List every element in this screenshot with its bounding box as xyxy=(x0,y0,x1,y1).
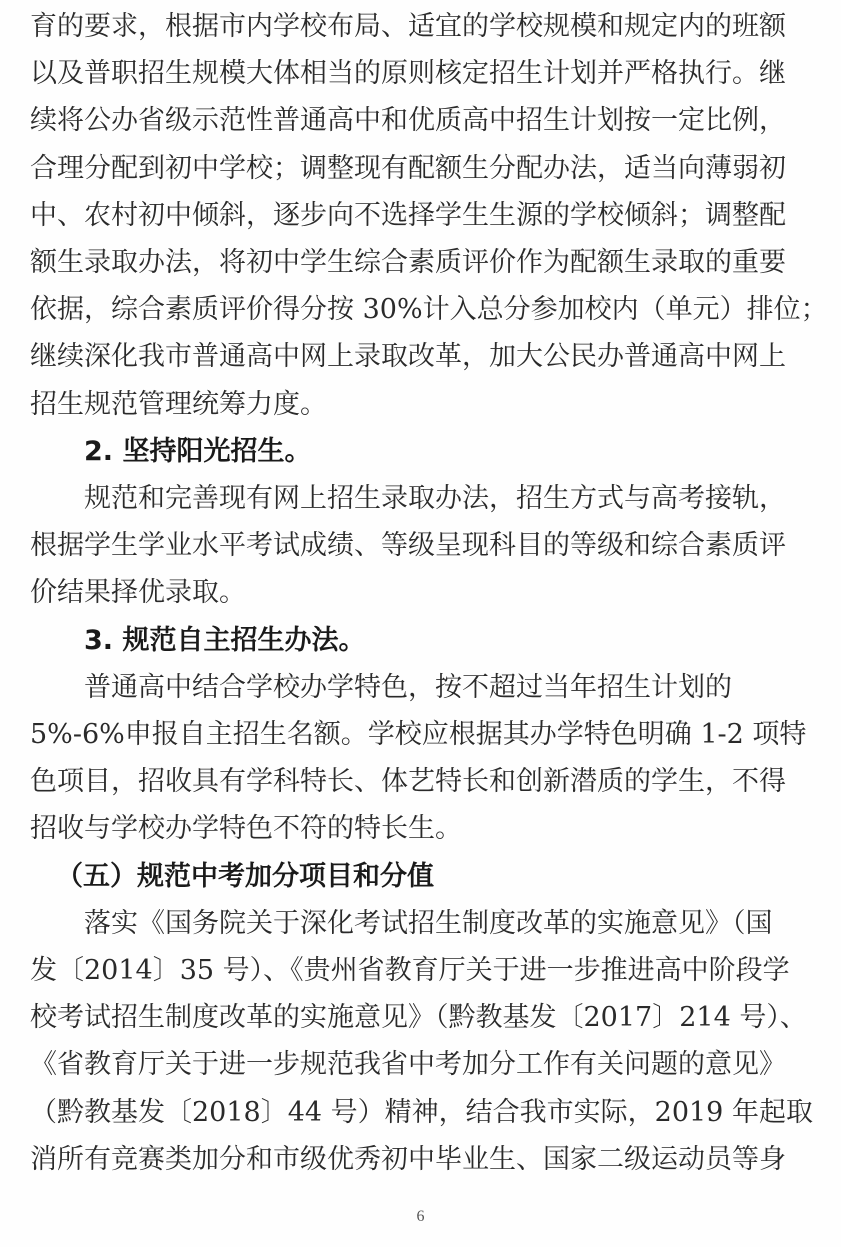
text-line: 根据学生学业水平考试成绩、等级呈现科目的等级和综合素质评 xyxy=(30,530,786,561)
text-line: 中、农村初中倾斜，逐步向不选择学生生源的学校倾斜；调整配 xyxy=(30,200,786,231)
text-line: 5%-6%申报自主招生名额。学校应根据其办学特色明确 1-2 项特 xyxy=(30,719,807,750)
text-line: 育的要求，根据市内学校布局、适宜的学校规模和规定内的班额 xyxy=(30,11,786,42)
text-line: 招生规范管理统筹力度。 xyxy=(30,389,327,420)
text-line: 招收与学校办学特色不符的特长生。 xyxy=(30,813,462,844)
section-heading: 3. 规范自主招生办法。 xyxy=(84,625,366,656)
text-line: 落实《国务院关于深化考试招生制度改革的实施意见》（国 xyxy=(84,908,773,939)
section-heading: （五）规范中考加分项目和分值 xyxy=(56,861,434,892)
text-line: 以及普职招生规模大体相当的原则核定招生计划并严格执行。继 xyxy=(30,58,786,89)
text-line: 依据，综合素质评价得分按 30%计入总分参加校内（单元）排位； xyxy=(30,294,828,325)
text-line: 消所有竞赛类加分和市级优秀初中毕业生、国家二级运动员等身 xyxy=(30,1144,786,1175)
text-line: （黔教基发〔2018〕44 号）精神，结合我市实际，2019 年起取 xyxy=(30,1097,813,1128)
text-line: 规范和完善现有网上招生录取办法，招生方式与高考接轨， xyxy=(84,483,786,514)
text-line: 合理分配到初中学校；调整现有配额生分配办法，适当向薄弱初 xyxy=(30,153,786,184)
text-line: 普通高中结合学校办学特色，按不超过当年招生计划的 xyxy=(84,672,732,703)
text-line: 校考试招生制度改革的实施意见》（黔教基发〔2017〕214 号）、 xyxy=(30,1002,807,1033)
text-line: 价结果择优录取。 xyxy=(30,577,246,608)
text-line: 《省教育厅关于进一步规范我省中考加分工作有关问题的意见》 xyxy=(30,1049,786,1080)
text-line: 色项目，招收具有学科特长、体艺特长和创新潜质的学生，不得 xyxy=(30,766,786,797)
text-line: 发〔2014〕35 号）、《贵州省教育厅关于进一步推进高中阶段学 xyxy=(30,955,790,986)
section-heading: 2. 坚持阳光招生。 xyxy=(84,436,312,467)
text-line: 续将公办省级示范性普通高中和优质高中招生计划按一定比例， xyxy=(30,105,786,136)
text-line: 继续深化我市普通高中网上录取改革，加大公民办普通高中网上 xyxy=(30,341,786,372)
page-number: 6 xyxy=(416,1208,425,1225)
text-line: 额生录取办法，将初中学生综合素质评价作为配额生录取的重要 xyxy=(30,247,786,278)
